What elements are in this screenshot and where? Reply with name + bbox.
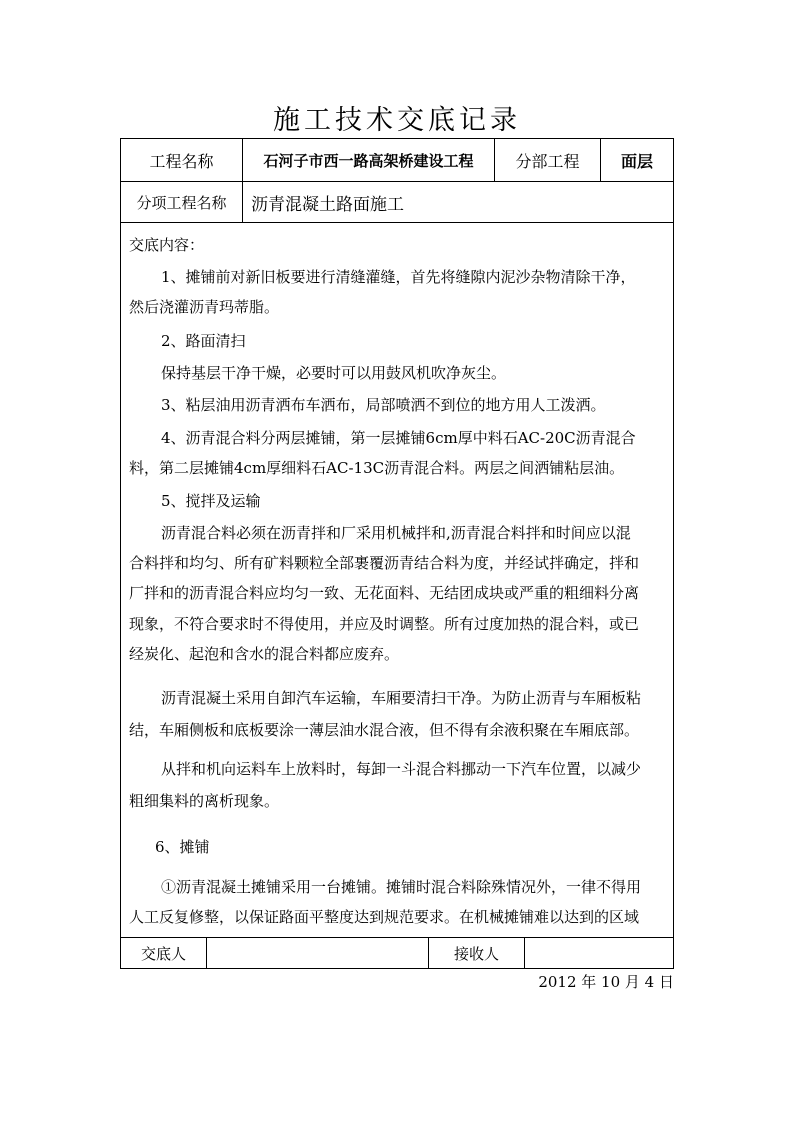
content-line: 6、摊铺	[155, 838, 210, 856]
content-line: 5、搅拌及运输	[161, 492, 261, 510]
project-row	[120, 138, 674, 182]
subitem-value: 沥青混凝土路面施工	[251, 194, 404, 215]
content-line: 沥青混合料必须在沥青拌和厂采用机械拌和,沥青混合料拌和时间应以混	[161, 524, 631, 542]
content-line: 人工反复修整，以保证路面平整度达到规范要求。在机械摊铺难以达到的区域	[129, 908, 640, 926]
division-value: 面层	[620, 151, 653, 171]
content-line: 现象，不符合要求时不得使用，并应及时调整。所有过度加热的混合料，或已	[129, 615, 640, 633]
content-line: 从拌和机向运料车上放料时，每卸一斗混合料挪动一下汽车位置，以减少	[161, 760, 642, 778]
content-line: 1、摊铺前对新旧板要进行清缝灌缝，首先将缝隙内泥沙杂物清除干净，	[161, 268, 636, 286]
content-line: 粗细集料的离析现象。	[129, 792, 280, 810]
content-line: 保持基层干净干燥，必要时可以用鼓风机吹净灰尘。	[161, 364, 507, 382]
label-receiver: 接收人	[429, 938, 525, 968]
subitem-row	[120, 181, 674, 223]
document-title: 施工技术交底记录	[273, 105, 521, 136]
content-line: 3、粘层油用沥青洒布车洒布，局部喷洒不到位的地方用人工泼洒。	[161, 396, 606, 414]
content-line: 4、沥青混合料分两层摊铺，第一层摊铺6cm厚中料石AC-20C沥青混合	[161, 429, 636, 447]
content-line: 2、路面清扫	[161, 332, 246, 350]
project-name: 石河子市西一路高架桥建设工程	[243, 139, 495, 181]
label-division: 分部工程	[495, 139, 601, 181]
label-giver: 交底人	[121, 938, 207, 968]
content-line: ①沥青混凝土摊铺采用一台摊铺。摊铺时混合料除殊情况外，一律不得用	[161, 878, 642, 896]
content-line: 沥青混凝土采用自卸汽车运输，车厢要清扫干净。为防止沥青与车厢板粘	[161, 689, 642, 707]
label-project-name: 工程名称	[121, 139, 243, 181]
content-line: 料，第二层摊铺4cm厚细料石AC-13C沥青混合料。两层之间洒铺粘层油。	[129, 459, 625, 477]
content-heading: 交底内容：	[129, 236, 205, 254]
label-subitem: 分项工程名称	[121, 182, 243, 222]
content-line: 合料拌和均匀、所有矿料颗粒全部裹覆沥青结合料为度，并经试拌确定，拌和	[129, 554, 640, 572]
receiver-value	[525, 938, 673, 968]
giver-value	[207, 938, 429, 968]
document-date: 2012 年 10 月 4 日	[538, 973, 674, 991]
content-area	[120, 222, 674, 938]
signature-row	[120, 937, 674, 969]
content-line: 结，车厢侧板和底板要涂一薄层油水混合液，但不得有余液积聚在车厢底部。	[129, 721, 640, 739]
content-line: 然后浇灌沥青玛蒂脂。	[129, 298, 280, 316]
content-line: 经炭化、起泡和含水的混合料都应废弃。	[129, 645, 400, 663]
content-line: 厂拌和的沥青混合料应均匀一致、无花面料、无结团成块或严重的粗细料分离	[129, 584, 640, 602]
